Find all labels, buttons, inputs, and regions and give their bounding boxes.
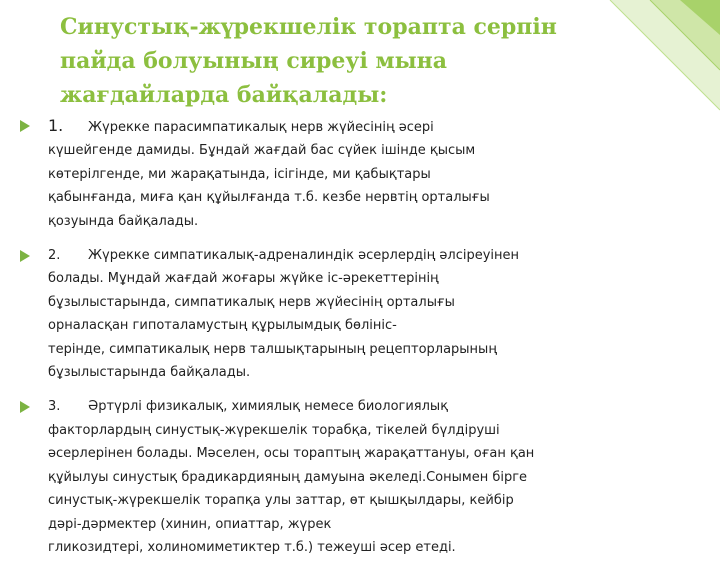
bullet-line: синустық-жүрекшелік торапқа улы заттар, өт қышқылдары, кейбір	[48, 493, 514, 509]
bullet-text: Әртүрлі физикалық, химиялық немесе биологиялық	[88, 399, 449, 415]
bullet-text: Жүрекке парасимпатикалық нерв жүйесінің әсері	[88, 120, 434, 135]
bullet-line: орналасқан гипоталамустың құрылымдық бөлініс-	[48, 318, 397, 334]
bullet-line: бұзылыстарында, симпатикалық нерв жүйесінің орталығы	[48, 294, 455, 310]
bullet-item-3	[18, 395, 610, 559]
bullet-line: бұзылыстарында байқалады.	[48, 365, 251, 381]
title-line: жағдайларда байқалады:	[60, 82, 388, 108]
bullet-line	[48, 244, 610, 267]
triangle-bullet-icon	[20, 120, 30, 132]
bullet-line: күшейгенде дамиды. Бұндай жағдай бас сүйек ішінде қысым	[48, 143, 476, 159]
bullet-text: Жүрекке симпатикалық-адреналиндік әсерлердің әлсіреуінен	[88, 248, 520, 264]
bullet-number: 3.	[48, 399, 61, 415]
bullet-line: болады. Мұндай жағдай жоғары жүйке іс-әрекеттерінің	[48, 271, 439, 287]
bullet-line	[48, 114, 610, 139]
bullet-line: көтерілгенде, ми жарақатында, ісігінде, ми қабықтары	[48, 166, 431, 182]
bullet-line: дәрі-дәрмектер (хинин, опиаттар, жүрек	[48, 516, 332, 532]
bullet-item-1	[18, 114, 610, 233]
triangle-bullet-icon	[20, 250, 30, 262]
bullet-line: қабынғанда, миға қан құйылғанда т.б. кезбе нервтің орталығы	[48, 190, 490, 206]
bullet-line: факторлардың синустық-жүрекшелік торабқа, тікелей бүлдіруші	[48, 422, 500, 438]
title-line: Синустық-жүрекшелік торапта серпін	[60, 14, 557, 40]
bullet-line: гликозидтері, холиномиметиктер т.б.) тежеуші әсер етеді.	[48, 539, 456, 555]
bullet-line: құйылуы синустық брадикардияның дамуына әкеледі.Сонымен бірге	[48, 469, 528, 485]
bullet-number: 1.	[48, 116, 64, 135]
title-line: пайда болуының сиреуі мына	[60, 48, 448, 74]
bullet-line: терінде, симпатикалық нерв талшықтарының рецепторларының	[48, 341, 497, 357]
bullet-line: қозуында байқалады.	[48, 213, 199, 229]
triangle-bullet-icon	[20, 401, 30, 413]
slide-title	[60, 10, 580, 112]
bullet-list	[18, 114, 610, 570]
bullet-item-2	[18, 244, 610, 384]
bullet-number: 2.	[48, 248, 61, 264]
bullet-line	[48, 395, 610, 418]
bullet-line: әсерлерінен болады. Мәселен, осы торaптың жарақаттануы, оған қан	[48, 446, 535, 462]
